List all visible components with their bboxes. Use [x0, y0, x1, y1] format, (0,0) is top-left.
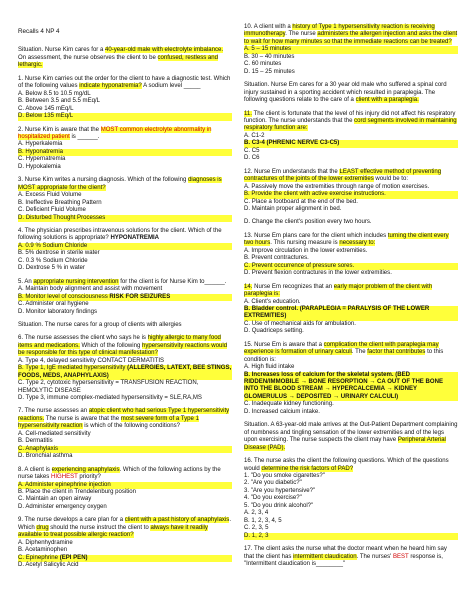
question-4: 4. The physician prescribes intravenous solutions for the client. Which of the following solutions is appropriate? HYPONATREMIA A. 0.9 % Sodium Chloride B. 5% dextrose in sterile water C. 0.3 % Sodium Chloride D. Dextrose 5 % in water [18, 228, 232, 273]
situation-allergies: Situation. The nurse cares for a group of clients with allergies [18, 321, 182, 328]
question-5: 5. An appropriate nursing intervention for the client is for Nurse Kim to______. A. Maintain body alignment and assist with movement B. Monitor level of consciousness RISK FOR SEIZURES C. Administer oral hygiene D. Monitor laboratory findings [18, 279, 232, 316]
question-12: 12. Nurse Em understands that the LEAST effective method of preventing contractures of the joints of the lower extremities would be to: A. Passively move the extremities through range of motion exercises. B. Provide the client with active exercise instructions. C. Place a footboard at the end of the bed. D. Maintain proper alignment in bed. [244, 169, 458, 214]
page-title: Recalls 4 NP 4 [18, 28, 60, 35]
question-14: 14. Nurse Em recognizes that an early major problem of the client with paraplegia is: A. Client's education. B. Bladder control. (PARAPLEGIA = PARALYSIS OF THE LOWER EXTREMITIES) C. Use of mechanical aids for ambulation. D. Quadriceps setting. [244, 284, 458, 336]
situation-spinal: Situation. Nurse Em cares for a 30 year old male who suffered a spinal cord injury sustained in a sporting accident which resulted in paraplegia. The following questions relate to the care of a client with a paraplegia. [244, 82, 447, 104]
question-17: 17. The client asks the nurse what the doctor meant when he heard him say that the client has intermittent claudication. The nurses' BEST response is, "Intermittent claudication is________" [244, 546, 447, 567]
question-16: 16. The nurse asks the client the following questions. Which of the questions would determine the risk factors of PAD? 1. "Do you smoke cigarettes?" 2. "Are you diabetic?" 3. "Are you hypertensive?" 4. "Do you exercise?" 5. "Do you drink alcohol?" A. 2, 3, 4 B. 1, 2, 3, 4, 5 C. 2, 3, 5 D. 1, 2, 3 [244, 458, 458, 540]
question-11: 11. The client is fortunate that the level of his injury did not affect his respiratory function. The nurse understands that the cord segments involved in maintaining respiratory function are: A. C1-2 B. C3-4 (PHRENIC NERVE C3-C5) C. C5 D. C6 [244, 110, 457, 162]
question-13: 13. Nurse Em plans care for the client which includes turning the client every two hours. This nursing measure is necessary to: A. Improve circulation in the lower extremities. B. Prevent contractures. C. Prevent occurrence of pressure sores. D. Prevent flexion contractures in the lower extremities. [244, 233, 458, 278]
question-1: 1. Nurse Kim carries out the order for the client to have a diagnostic test. Which of the following values indicate hyponatremia? A sodium level _____ A. Below 8.5 to 10.5 mg/dL B. Between 3.5 and 5.5 mEq/L C. Above 145 mEq/L D. Below 135 mEq/L [18, 75, 231, 120]
question-3: 3. Nurse Kim writes a nursing diagnosis. Which of the following diagnoses is MOST appropriate for the client? A. Excess Fluid Volume B. Ineffective Breathing Pattern C. Deficient Fluid Volume D. Disturbed Thought Processes [18, 177, 232, 222]
right-column [244, 24, 458, 574]
question-8: 8. A client is experiencing anaphylaxis. Which of the following actions by the nurse takes HIGHEST priority? A. Administer epinephrine injection B. Place the client in Trendelenburg position C. Maintain an open airway D. Administer emergency oxygen [18, 467, 232, 512]
question-6: 6. The nurse assesses the client who says he is highly allergic to many food items and medications. Which of the following hypersensitivity reactions would be responsible for this type of clinical manifestation? A. Type 4, delayed sensitivity CONTACT DERMATITIS B. Type 1, IgE mediated hypersensitivity (ALLERGIES, LATEXT, BEE STINGS, FOODS, MEDS, ANAPHYLAXIS) C. Type 2, cytotoxic hypersensitivity = TRANSFUSION REACTION, HEMOLYTIC DISEASE D. Type 3, immune complex-mediated hypersensitivity = SLE,RA,MS [18, 335, 232, 402]
question-2: 2. Nurse Kim is aware that the MOST common electrolyte abnormality in hospitalized patient is ______. A. Hyperkalemia B. Hyponatremia C. Hypernatremia D. Hypokalemia [18, 127, 232, 172]
question-10: 10. A client with a history of Type 1 hypersensitivity reaction is receiving immunotherapy. The nurse administers the allergen injection and asks the client to wait for how many minutes so that the immediate reactions can be treated? A. 5 – 15 minutes B. 30 – 40 minutes C. 60 minutes D. 15 – 25 minutes [244, 24, 458, 75]
situation-text: Situation. Nurse Kim cares for a 40-year-old male with electrolyte imbalance. On assessment, the nurse observes the client to be confused, restless and lethargic. [18, 47, 224, 69]
situation-pad: Situation. A 63-year-old male arrives at the Out-Patient Department complaining of numbness and tingling sensation of the lower extremities and of the legs upon exercising. The nurse suspects the client may have Peripheral Arterial Disease (PAD). [244, 422, 458, 451]
left-column [18, 28, 232, 576]
question-7: 7. The nurse assesses an atopic client who had serious Type 1 hypersensitivity reactions. The nurse is aware that the most severe form of a Type 1 hypersensitivity reaction is which of the following conditions? A. Cell-mediated sensitivity B. Dermatitis C. Anaphylaxis D. Bronchial asthma [18, 408, 232, 460]
q12-extra: D. Change the client's position every two hours. [244, 219, 372, 226]
question-15: 15. Nurse Em is aware that a complication the client with paraplegia may experience is formation of urinary calculi. The factor that contributes to this condition is: A. High fluid intake B. Increases loss of calcium for the skeletal system. (BED RIDDEN/IMMOBILE → BONE RESORPTION → CA OUT OF THE BONE INTO THE BLOOD STREAM → HYPERCALCEMIA → KIDNEY GLOMERULUS → DEPOSITED → URINARY CALCULI) C. Inadequate kidney functioning. D. Increased calcium intake. [244, 342, 458, 417]
question-9: 9. The nurse develops a care plan for a client with a past history of anaphylaxis. Which drug should the nurse instruct the client to always have it readily available to treat possible allergic reaction? A. Diphenhydramine B. Acetaminophen C. Epinephrine (EPI PEN) D. Acetyl Salicylic Acid [18, 517, 232, 569]
